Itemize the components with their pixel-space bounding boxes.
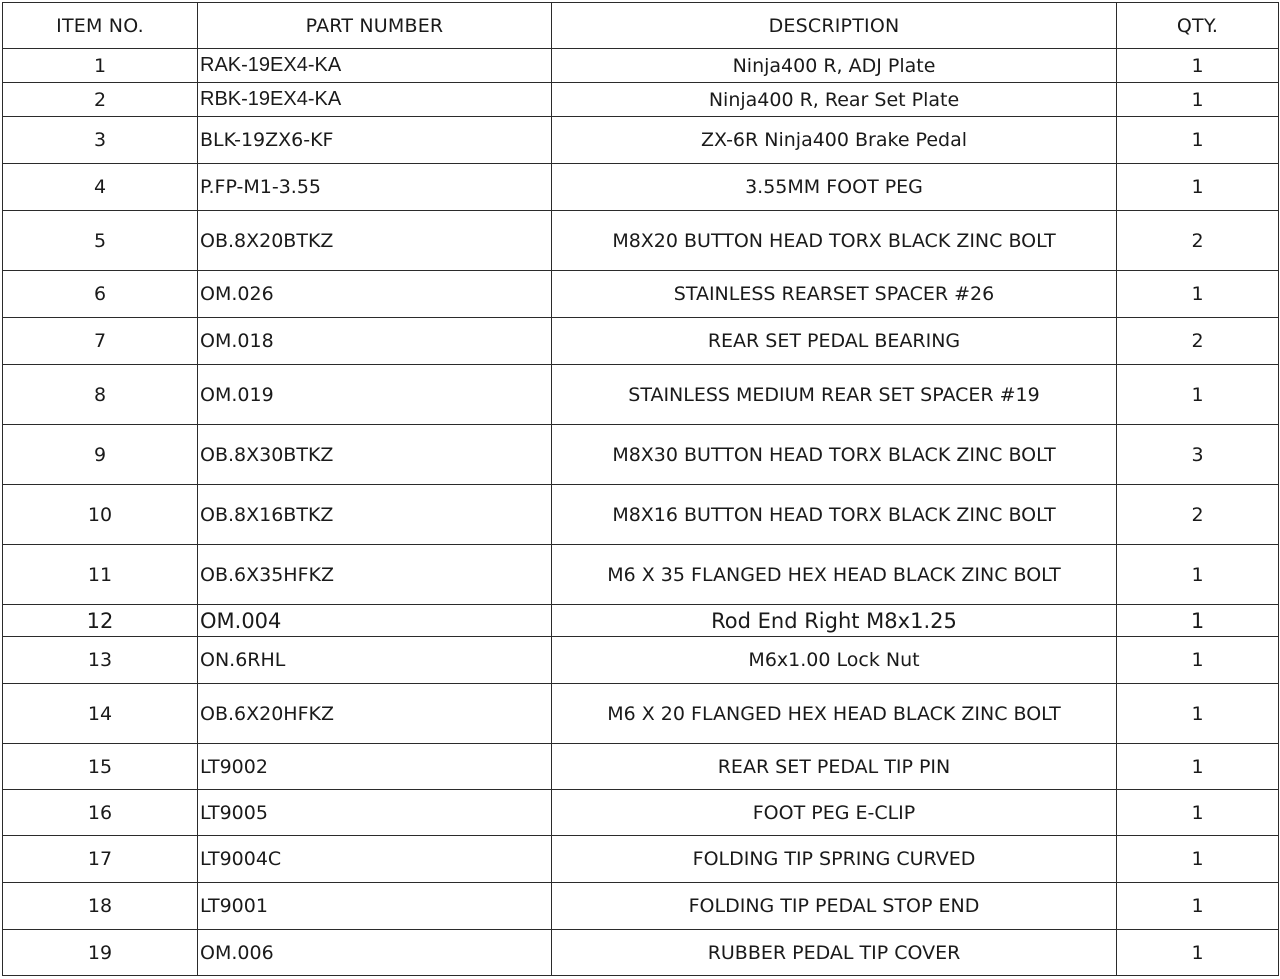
item-number: 4 — [3, 164, 198, 211]
item-number: 1 — [3, 49, 198, 83]
part-number: P.FP-M1-3.55 — [198, 164, 552, 211]
part-number: RAK-19EX4-KA — [198, 49, 552, 83]
part-number: BLK-19ZX6-KF — [198, 117, 552, 164]
part-number: LT9001 — [198, 883, 552, 930]
description: M6x1.00 Lock Nut — [552, 637, 1117, 684]
description: FOLDING TIP SPRING CURVED — [552, 836, 1117, 883]
item-number: 6 — [3, 271, 198, 318]
table-row — [3, 83, 1279, 117]
item-number: 12 — [3, 605, 198, 637]
table-row — [3, 271, 1279, 318]
part-number: OM.018 — [198, 318, 552, 365]
quantity: 1 — [1117, 637, 1279, 684]
quantity: 3 — [1117, 425, 1279, 485]
description: REAR SET PEDAL TIP PIN — [552, 744, 1117, 790]
item-number: 11 — [3, 545, 198, 605]
quantity: 1 — [1117, 271, 1279, 318]
item-number: 19 — [3, 930, 198, 976]
part-number: RBK-19EX4-KA — [198, 83, 552, 117]
item-number: 5 — [3, 211, 198, 271]
part-number: LT9004C — [198, 836, 552, 883]
item-number: 3 — [3, 117, 198, 164]
quantity: 2 — [1117, 485, 1279, 545]
part-number: ON.6RHL — [198, 637, 552, 684]
item-number: 15 — [3, 744, 198, 790]
quantity: 1 — [1117, 684, 1279, 744]
table-row — [3, 836, 1279, 883]
item-number: 17 — [3, 836, 198, 883]
table-row — [3, 425, 1279, 485]
part-number: OM.006 — [198, 930, 552, 976]
quantity: 1 — [1117, 117, 1279, 164]
quantity: 1 — [1117, 605, 1279, 637]
description: STAINLESS MEDIUM REAR SET SPACER #19 — [552, 365, 1117, 425]
header-description: DESCRIPTION — [552, 3, 1117, 49]
quantity: 1 — [1117, 83, 1279, 117]
quantity: 1 — [1117, 545, 1279, 605]
part-number: LT9005 — [198, 790, 552, 836]
description: M6 X 35 FLANGED HEX HEAD BLACK ZINC BOLT — [552, 545, 1117, 605]
part-number: OB.6X20HFKZ — [198, 684, 552, 744]
header-qty: QTY. — [1117, 3, 1279, 49]
item-number: 18 — [3, 883, 198, 930]
description: M6 X 20 FLANGED HEX HEAD BLACK ZINC BOLT — [552, 684, 1117, 744]
table-row — [3, 684, 1279, 744]
description: REAR SET PEDAL BEARING — [552, 318, 1117, 365]
description: Ninja400 R, ADJ Plate — [552, 49, 1117, 83]
part-number: OB.8X20BTKZ — [198, 211, 552, 271]
table-row — [3, 883, 1279, 930]
quantity: 1 — [1117, 790, 1279, 836]
table-row — [3, 49, 1279, 83]
table-row — [3, 485, 1279, 545]
part-number: LT9002 — [198, 744, 552, 790]
header-part-number: PART NUMBER — [198, 3, 552, 49]
part-number: OM.004 — [198, 605, 552, 637]
table-row — [3, 365, 1279, 425]
item-number: 7 — [3, 318, 198, 365]
header-item-no: ITEM NO. — [3, 3, 198, 49]
table-row — [3, 318, 1279, 365]
part-number: OM.026 — [198, 271, 552, 318]
quantity: 1 — [1117, 744, 1279, 790]
description: M8X30 BUTTON HEAD TORX BLACK ZINC BOLT — [552, 425, 1117, 485]
description: 3.55MM FOOT PEG — [552, 164, 1117, 211]
table-row — [3, 790, 1279, 836]
description: RUBBER PEDAL TIP COVER — [552, 930, 1117, 976]
part-number: OB.8X16BTKZ — [198, 485, 552, 545]
item-number: 8 — [3, 365, 198, 425]
item-number: 14 — [3, 684, 198, 744]
quantity: 1 — [1117, 930, 1279, 976]
quantity: 1 — [1117, 365, 1279, 425]
item-number: 2 — [3, 83, 198, 117]
part-number: OB.6X35HFKZ — [198, 545, 552, 605]
description: Ninja400 R, Rear Set Plate — [552, 83, 1117, 117]
quantity: 2 — [1117, 211, 1279, 271]
part-number: OM.019 — [198, 365, 552, 425]
description: M8X16 BUTTON HEAD TORX BLACK ZINC BOLT — [552, 485, 1117, 545]
table-row — [3, 744, 1279, 790]
description: FOLDING TIP PEDAL STOP END — [552, 883, 1117, 930]
table-header-row — [3, 3, 1279, 49]
description: STAINLESS REARSET SPACER #26 — [552, 271, 1117, 318]
item-number: 16 — [3, 790, 198, 836]
table-row — [3, 117, 1279, 164]
description: ZX-6R Ninja400 Brake Pedal — [552, 117, 1117, 164]
item-number: 9 — [3, 425, 198, 485]
quantity: 1 — [1117, 164, 1279, 211]
table-row — [3, 545, 1279, 605]
part-number: OB.8X30BTKZ — [198, 425, 552, 485]
table-row — [3, 164, 1279, 211]
table-row — [3, 211, 1279, 271]
description: Rod End Right M8x1.25 — [552, 605, 1117, 637]
quantity: 1 — [1117, 49, 1279, 83]
bill-of-materials-table — [2, 2, 1279, 976]
quantity: 2 — [1117, 318, 1279, 365]
description: FOOT PEG E-CLIP — [552, 790, 1117, 836]
table-row — [3, 930, 1279, 976]
item-number: 10 — [3, 485, 198, 545]
item-number: 13 — [3, 637, 198, 684]
quantity: 1 — [1117, 883, 1279, 930]
table-row — [3, 605, 1279, 637]
table-row — [3, 637, 1279, 684]
quantity: 1 — [1117, 836, 1279, 883]
description: M8X20 BUTTON HEAD TORX BLACK ZINC BOLT — [552, 211, 1117, 271]
